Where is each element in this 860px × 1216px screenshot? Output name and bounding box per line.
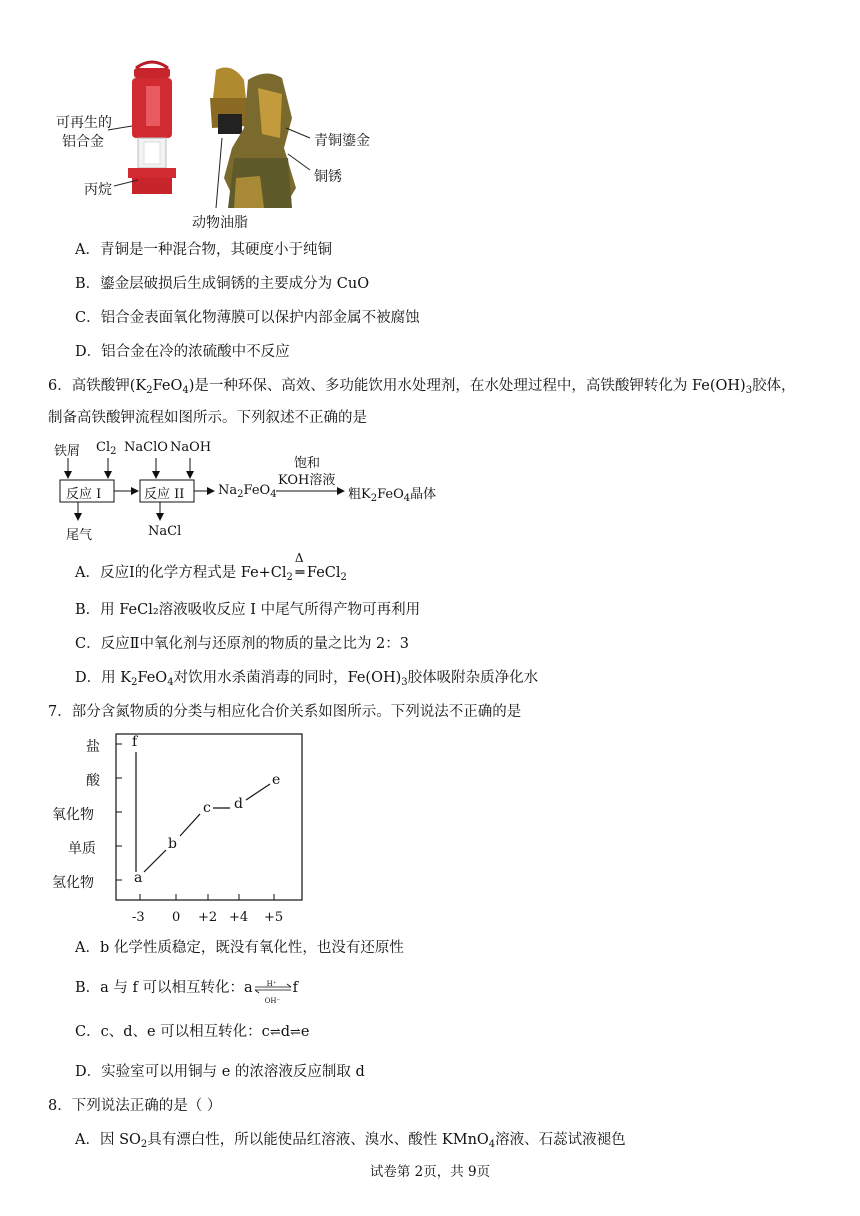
- q6-option-d: D．用 $K_2FeO_4$对饮用水杀菌消毒的同时，$Fe(OH)_3$胶体吸附杂质净化水: [75, 670, 539, 688]
- y-label-element: 单质: [68, 841, 96, 857]
- propane-label: 丙烷: [84, 182, 112, 198]
- q6-option-a: A．反应Ⅰ的化学方程式是 $Fe+Cl_2$ Δ ═ FeCl$_2$: [75, 563, 347, 588]
- q6-option-c: C．反应Ⅱ中氧化剂与还原剂的物质的量之比为 2：3: [75, 636, 410, 652]
- q6-option-b: B．用 FeCl₂溶液吸收反应 I 中尾气所得产物可再利用: [75, 602, 421, 618]
- q8-stem: 8．下列说法正确的是（ ）: [48, 1098, 222, 1114]
- q7-valence-diagram: [48, 730, 308, 930]
- flow-box-reaction-2: 反应 II: [144, 487, 185, 502]
- lamp-label-2: 铝合金: [62, 134, 104, 150]
- q7-option-a: A．b 化学性质稳定，既没有氧化性，也没有还原性: [75, 940, 404, 956]
- y-label-oxide: 氧化物: [52, 807, 94, 823]
- flow-input-cl2: $Cl_2$: [96, 440, 117, 457]
- flow-input-iron: 铁屑: [54, 444, 81, 459]
- q6-stem-line1: 6．高铁酸钾$(K_2FeO_4)$是一种环保、高效、多功能饮用水处理剂，在水处理过程中，高铁酸钾转化为 $Fe(OH)_3$胶体，: [48, 378, 796, 396]
- rust-label: 铜锈: [314, 169, 342, 185]
- flow-input-naoh: NaOH: [170, 440, 212, 455]
- q7-option-c: C．c、d、e 可以相互转化：c⇌d⇌e: [75, 1024, 310, 1040]
- q5-option-a: A．青铜是一种混合物，其硬度小于纯铜: [75, 242, 332, 258]
- x-label-minus3: -3: [132, 910, 145, 925]
- flow-input-naclo: NaClO: [124, 440, 168, 455]
- point-d: d: [234, 796, 243, 812]
- equilibrium-down-label: OH⁻: [264, 997, 281, 1005]
- point-c: c: [203, 800, 211, 816]
- x-label-plus2: +2: [198, 910, 218, 925]
- point-b: b: [168, 836, 177, 852]
- flow-arrow-label-2: KOH溶液: [278, 473, 336, 488]
- flow-arrow-label-1: 饱和: [294, 456, 321, 471]
- flow-product-na2feo4: $Na_2FeO_4$: [218, 483, 277, 500]
- heat-delta-symbol: Δ: [294, 551, 304, 565]
- point-e: e: [272, 772, 281, 788]
- x-label-plus5: +5: [264, 910, 284, 925]
- flow-product-k2feo4: 粗$K_2FeO_4$晶体: [348, 487, 437, 504]
- bronze-label: 青铜鎏金: [314, 133, 370, 149]
- point-f: f: [132, 734, 138, 750]
- flow-box-reaction-1: 反应 I: [66, 487, 102, 502]
- q5-option-d: D．铝合金在冷的浓硫酸中不反应: [75, 344, 290, 360]
- x-label-plus4: +4: [229, 910, 249, 925]
- q6-stem-line2: 制备高铁酸钾流程如图所示。下列叙述不正确的是: [48, 410, 367, 426]
- q7-option-b: B．a 与 f 可以相互转化：a H⁺ OH⁻ f: [75, 978, 298, 998]
- flow-waste-nacl: NaCl: [148, 524, 182, 539]
- q5-option-b: B．鎏金层破损后生成铜锈的主要成分为 CuO: [75, 276, 370, 292]
- y-label-hydride: 氢化物: [52, 875, 94, 891]
- x-label-0: 0: [172, 910, 181, 925]
- q7-stem: 7．部分含氮物质的分类与相应化合价关系如图所示。下列说法不正确的是: [48, 704, 522, 720]
- q7-option-d: D．实验室可以用铜与 e 的浓溶液反应制取 d: [75, 1064, 365, 1080]
- point-a: a: [134, 870, 143, 886]
- flow-waste-gas: 尾气: [66, 528, 93, 543]
- valence-plot: [48, 730, 308, 930]
- fat-label: 动物油脂: [192, 215, 248, 231]
- equilibrium-up-label: H⁺: [266, 980, 277, 988]
- q6-flow-diagram: [48, 438, 468, 548]
- lamp-label-1: 可再生的: [56, 115, 112, 131]
- page-footer: 试卷第 2页，共 9页: [369, 1164, 491, 1180]
- y-label-salt: 盐: [86, 739, 100, 755]
- q8-option-a: A．因 $SO_2$具有漂白性，所以能使品红溶液、溴水、酸性 KMnO$_4$溶液、石蕊试液褪色: [75, 1132, 626, 1150]
- y-label-acid: 酸: [86, 773, 100, 789]
- q5-option-c: C．铝合金表面氧化物薄膜可以保护内部金属不被腐蚀: [75, 310, 420, 326]
